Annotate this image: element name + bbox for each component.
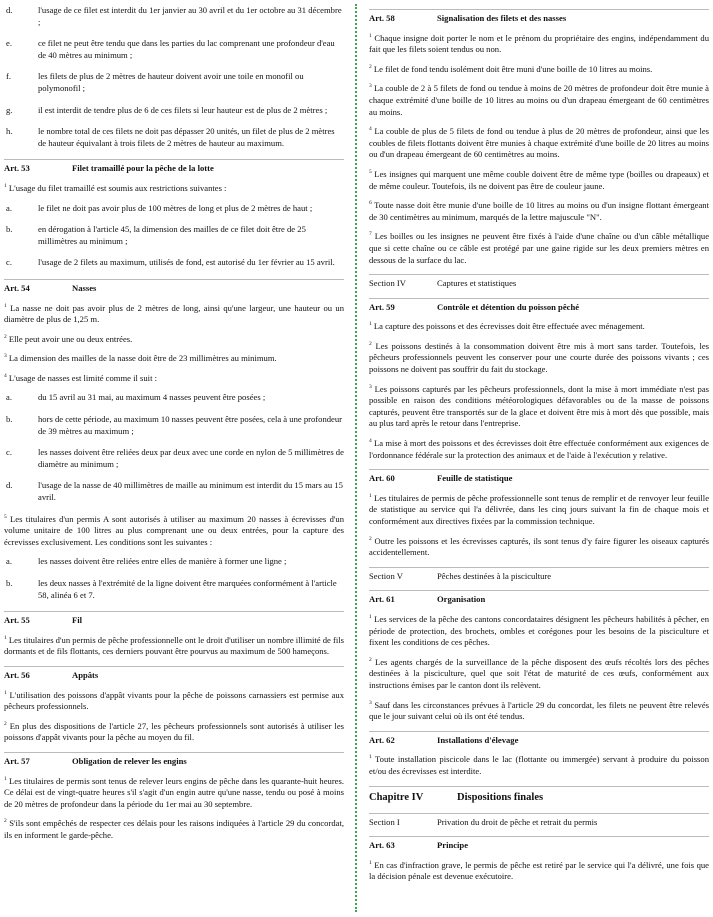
- paragraph-text: Le filet de fond tendu isolément doit être muni d'une boille de 10 litres au moins.: [373, 63, 653, 74]
- item-text: les filets de plus de 2 mètres de hauteur doivent avoir une toile en monofil ou polymonofil ;: [38, 71, 304, 93]
- section-heading: [369, 274, 709, 290]
- heading-title: Filet tramaillé pour la pêche de la lotte: [72, 163, 214, 174]
- paragraph: [369, 384, 709, 430]
- item-text: en dérogation à l'article 45, la dimension des mailles de ce filet doit être de 25 millimètres au minimum ;: [38, 224, 306, 246]
- paragraph: [4, 721, 344, 744]
- list-item: [4, 126, 344, 149]
- paragraph-text: La dimension des mailles de la nasse doit être de 23 millimètres au minimum.: [8, 353, 277, 364]
- paragraph-number: 1: [369, 321, 372, 328]
- heading-title: Contrôle et détention du poisson pêché: [437, 301, 580, 312]
- paragraph-text: Toute nasse doit être munie d'une boille de 10 litres au moins ou d'un insigne flottant émergeant de 30 centimètres au minimum, marqués de la lettre majuscule "N".: [369, 200, 709, 222]
- list-item: [4, 414, 344, 437]
- heading-number: Art. 59: [369, 301, 395, 312]
- heading-title: Organisation: [437, 594, 486, 605]
- paragraph: [369, 231, 709, 266]
- paragraph-text: En plus des dispositions de l'article 27, les pêcheurs professionnels sont autorisés à utiliser les poissons d'appât vivants pour la pêche au moyen du fil.: [4, 720, 344, 743]
- paragraph-number: 4: [369, 126, 372, 133]
- paragraph-text: Les insignes qui marquent une même couble doivent être de même type (boilles ou drapeaux) et de même couleur. Toutefois, ils ne doivent pas être de couleur jaune.: [369, 168, 709, 191]
- list-item: [4, 257, 344, 269]
- paragraph-number: 5: [369, 169, 372, 176]
- heading-title: Installations d'élevage: [437, 734, 519, 745]
- item-text: les deux nasses à l'extrémité de la ligne doivent être marquées conformément à l'article 58, alinéa 6 et 7.: [38, 578, 337, 600]
- item-letter: a.: [6, 556, 12, 567]
- item-letter: d.: [6, 480, 13, 491]
- section-heading: [369, 567, 709, 583]
- paragraph-number: 1: [369, 32, 372, 39]
- left-column: [4, 5, 344, 850]
- right-column: [369, 5, 709, 891]
- item-letter: b.: [6, 224, 13, 235]
- paragraph: [4, 373, 344, 385]
- item-text: le filet ne doit pas avoir plus de 100 mètres de long et plus de 2 mètres de haut ;: [38, 202, 313, 213]
- heading-number: Art. 53: [4, 163, 30, 174]
- article-heading: [369, 836, 709, 852]
- paragraph-text: Chaque insigne doit porter le nom et le prénom du propriétaire des engins, indépendamment du fait que les filets soient tendus ou non.: [369, 32, 710, 55]
- paragraph-number: 1: [4, 183, 7, 190]
- paragraph-number: 3: [369, 83, 372, 90]
- paragraph: [4, 334, 344, 346]
- article-heading: [4, 666, 344, 682]
- paragraph-text: La nasse ne doit pas avoir plus de 2 mètres de long, ainsi qu'une largeur, une hauteur ou un diamètre de plus de 1,25 m.: [4, 302, 344, 325]
- paragraph-text: La couble de 2 à 5 filets de fond ou tendue à moins de 20 mètres de profondeur doit être munie à chaque extrémité d'une boille de 10 litres au moins ou d'un drapeau émergeant de 60 centimètres au moins.: [369, 83, 709, 117]
- item-text: du 15 avril au 31 mai, au maximum 4 nasses peuvent être posées ;: [38, 392, 266, 403]
- paragraph: [369, 64, 709, 76]
- paragraph-number: 1: [369, 492, 372, 499]
- heading-title: Obligation de relever les engins: [72, 755, 187, 766]
- chapter-heading: [369, 786, 709, 805]
- paragraph-text: Les services de la pêche des cantons concordataires désignent les pêcheurs habilités à pêcher, en période de protection, des brochets, ombles et corégones pour les besoins de la pisciculture et fixent les conditions de ces pêches.: [369, 613, 709, 648]
- paragraph-text: Les poissons destinés à la consommation doivent être mis à mort sans tarder. Toutefois, les pêcheurs professionnels peuvent les conserver pour une courte durée des poissons vivants ; ces poissons ne doivent pas souffrir du fait du stockage.: [369, 340, 709, 375]
- heading-title: Privation du droit de pêche et retrait du permis: [437, 816, 598, 827]
- paragraph-number: 2: [369, 63, 372, 70]
- item-text: hors de cette période, au maximum 10 nasses peuvent être posées, cela à une profondeur de 39 mètres au maximum ;: [38, 414, 343, 436]
- paragraph-text: La couble de plus de 5 filets de fond ou tendue à plus de 20 mètres de profondeur, ainsi que les coubles de filets flottants doivent être munies à chaque extrémité d'une boille de 20 litres au moins ou d'un drapeau émergeant de 60 centimètres au moins.: [369, 126, 709, 160]
- paragraph-number: 3: [369, 699, 372, 706]
- paragraph-text: Les titulaires d'un permis A sont autorisés à utiliser au maximum 20 nasses à écrevisses d'un volume unitaire de 100 litres au plus comprenant une ou deux entrées, pour la capture des écrevisses exclusivement. Les conditions sont les suivantes :: [4, 513, 345, 547]
- heading-number: Art. 60: [369, 473, 395, 484]
- article-heading: [4, 752, 344, 768]
- paragraph: [4, 183, 344, 195]
- paragraph-number: 2: [369, 341, 372, 348]
- paragraph: [369, 860, 709, 883]
- paragraph: [369, 200, 709, 223]
- item-text: les nasses doivent être reliées entre elles de manière à former une ligne ;: [38, 556, 287, 567]
- heading-title: Feuille de statistique: [437, 473, 513, 484]
- item-letter: c.: [6, 257, 12, 268]
- item-letter: g.: [6, 104, 13, 115]
- list-item: [4, 224, 344, 247]
- paragraph: [4, 353, 344, 365]
- paragraph-number: 3: [369, 383, 372, 390]
- heading-title: Dispositions finales: [457, 791, 544, 803]
- heading-number: Art. 56: [4, 669, 30, 680]
- paragraph: [4, 818, 344, 841]
- item-text: les nasses doivent être reliées deux par deux avec une corde en nylon de 5 millimètres de diamètre au minimum ;: [38, 447, 344, 469]
- heading-number: Art. 57: [4, 755, 30, 766]
- heading-number: Art. 55: [4, 615, 30, 626]
- heading-number: Art. 54: [4, 282, 30, 293]
- item-letter: c.: [6, 447, 12, 458]
- paragraph-number: 7: [369, 231, 372, 238]
- paragraph: [369, 341, 709, 376]
- heading-number: Art. 63: [369, 840, 395, 851]
- paragraph-number: 2: [4, 818, 7, 825]
- item-letter: b.: [6, 414, 13, 425]
- paragraph-text: Les poissons capturés par les pêcheurs professionnels, dont la mise à mort immédiate n'est pas possible en raison des conditions météorologiques défavorables ou de la masse de poissons capturés, peuvent être transportés sur de la glace et doivent être mis à mort dès que possible, mais au plus tard après le retour dans l'entreprise.: [369, 383, 709, 429]
- item-letter: a.: [6, 202, 12, 213]
- heading-title: Pêches destinées à la pisciculture: [437, 570, 552, 581]
- paragraph: [4, 635, 344, 658]
- paragraph-number: 1: [4, 775, 7, 782]
- paragraph: [369, 321, 709, 333]
- heading-number: Art. 61: [369, 594, 395, 605]
- paragraph: [369, 438, 709, 461]
- list-item: [4, 392, 344, 404]
- paragraph: [369, 536, 709, 559]
- paragraph-text: La mise à mort des poissons et des écrevisses doit être effectuée conformément aux exigences de l'ordonnance fédérale sur la protection des animaux et de l'aide à l'exécution y relative.: [369, 438, 709, 460]
- item-text: l'usage de la nasse de 40 millimètres de maille au minimum est interdit du 15 mars au 15 avril.: [38, 480, 343, 503]
- heading-title: Signalisation des filets et des nasses: [437, 13, 567, 23]
- item-text: l'usage de ce filet est interdit du 1er janvier au 30 avril et du 1er octobre au 31 décembre ;: [38, 5, 342, 27]
- paragraph: [4, 690, 344, 713]
- paragraph: [369, 493, 709, 528]
- item-text: l'usage de 2 filets au maximum, utilisés de fond, est autorisé du 1er février au 15 avril.: [38, 257, 335, 268]
- article-heading: [369, 590, 709, 606]
- list-item: [4, 38, 344, 61]
- paragraph-text: La capture des poissons et des écrevisses doit être effectuée avec ménagement.: [373, 321, 645, 332]
- paragraph-text: Les titulaires de permis sont tenus de relever leurs engins de pêche dans les quarante-huit heures. Ce délai est de vingt-quatre heures s'il s'agit d'un engin autre qu'une nasse, tendu ou posé à moins de 20 mètres de profondeur dans la période du 1er mai au 30 septembre.: [4, 775, 344, 809]
- paragraph-number: 1: [4, 634, 7, 641]
- paragraph-number: 2: [4, 333, 7, 340]
- paragraph-text: S'ils sont empêchés de respecter ces délais pour les raisons indiquées à l'article 29 du concordat, ils en informent le garde-pêche.: [4, 818, 344, 840]
- paragraph-number: 2: [4, 720, 7, 727]
- paragraph-number: 2: [369, 656, 372, 663]
- article-heading: [369, 9, 709, 25]
- paragraph-text: L'usage du filet tramaillé est soumis aux restrictions suivantes :: [8, 182, 227, 193]
- heading-number: Section IV: [369, 278, 406, 289]
- article-heading: [369, 731, 709, 747]
- paragraph-number: 1: [4, 689, 7, 696]
- paragraph: [369, 614, 709, 649]
- paragraph-number: 4: [4, 373, 7, 380]
- list-item: [4, 447, 344, 470]
- paragraph-number: 1: [4, 302, 7, 309]
- paragraph: [369, 657, 709, 692]
- article-heading: [4, 279, 344, 295]
- paragraph-number: 6: [369, 200, 372, 207]
- item-letter: a.: [6, 392, 12, 403]
- paragraph-text: Sauf dans les circonstances prévues à l'article 29 du concordat, les filets ne peuvent être relevés que le jour suivant celui où ils ont été tendus.: [369, 699, 709, 722]
- list-item: [4, 203, 344, 215]
- paragraph-text: Les boilles ou les insignes ne peuvent être fixés à l'aide d'une chaîne ou d'un câble métallique que si cette chaîne ou ce câble est protégé par une gaine rigide sur les deux premiers mètres en dessous de la surface du lac.: [369, 231, 710, 265]
- heading-number: Section V: [369, 570, 403, 581]
- heading-title: Fil: [72, 615, 83, 626]
- section-heading: [369, 813, 709, 829]
- paragraph-number: 5: [4, 513, 7, 520]
- list-item: [4, 578, 344, 601]
- article-heading: [369, 469, 709, 485]
- heading-number: Art. 58: [369, 13, 395, 23]
- list-item: [4, 71, 344, 94]
- paragraph-number: 3: [4, 353, 7, 360]
- paragraph-number: 4: [369, 438, 372, 445]
- paragraph-text: Toute installation piscicole dans le lac (flottante ou immergée) servant à produire du poisson et/ou des écrevisses est interdite.: [369, 754, 709, 776]
- article-heading: [4, 611, 344, 627]
- article-heading: [369, 298, 709, 314]
- paragraph: [369, 754, 709, 777]
- paragraph-text: Les titulaires d'un permis de pêche professionnelle ont le droit d'utiliser un nombre illimité de fils dormants et de fils flottants, ces derniers pouvant être pourvus au maximum de 500 hameçons.: [4, 634, 344, 657]
- item-text: le nombre total de ces filets ne doit pas dépasser 20 unités, un filet de plus de 2 mètres de hauteur équivalant à trois filets de 2 mètres de hauteur au maximum.: [38, 126, 335, 148]
- paragraph: [4, 303, 344, 326]
- paragraph-text: Outre les poissons et les écrevisses capturés, ils sont tenus d'y faire figurer les oiseaux capturés accidentellement.: [369, 535, 709, 558]
- list-item: [4, 105, 344, 117]
- list-item: [4, 5, 344, 28]
- item-letter: d.: [6, 5, 13, 15]
- list-item: [4, 480, 344, 503]
- item-letter: h.: [6, 126, 13, 137]
- paragraph-text: Les titulaires de permis de pêche professionnelle sont tenus de remplir et de renvoyer leur feuille de statistique au service qui l'a délivrée, dans les cinq jours suivant la fin de chaque mois et conformément aux directives fixées par la commission technique.: [369, 492, 710, 526]
- heading-title: Nasses: [72, 282, 97, 293]
- paragraph: [369, 126, 709, 161]
- heading-title: Principe: [437, 840, 469, 851]
- item-letter: e.: [6, 38, 12, 49]
- item-letter: f.: [6, 71, 12, 82]
- paragraph: [4, 776, 344, 811]
- heading-title: Appâts: [72, 669, 99, 680]
- paragraph: [369, 33, 709, 56]
- article-heading: [4, 159, 344, 175]
- paragraph: [369, 169, 709, 192]
- heading-number: Art. 62: [369, 734, 395, 745]
- heading-title: Captures et statistiques: [437, 278, 517, 289]
- list-item: [4, 556, 344, 568]
- paragraph-number: 2: [369, 535, 372, 542]
- paragraph-text: Elle peut avoir une ou deux entrées.: [8, 333, 133, 344]
- paragraph-number: 1: [369, 614, 372, 621]
- paragraph-number: 1: [369, 860, 372, 866]
- paragraph-text: Les agents chargés de la surveillance de la pêche disposent des œufs récoltés lors des pêches destinées à la pisciculture, quel que soit l'état de maturité de ces œufs, conformément aux instructions émises par le canton dont ils relèvent.: [369, 656, 710, 690]
- paragraph: [369, 700, 709, 723]
- paragraph: [369, 83, 709, 118]
- item-text: ce filet ne peut être tendu que dans les parties du lac comprenant une profondeur d'eau de 40 mètres au minimum ;: [38, 38, 335, 60]
- column-divider: [355, 4, 357, 912]
- item-text: il est interdit de tendre plus de 6 de ces filets si leur hauteur est de plus de 2 mètres ;: [38, 104, 328, 115]
- paragraph-text: L'usage de nasses est limité comme il suit :: [8, 372, 157, 383]
- heading-number: Chapitre IV: [369, 791, 424, 803]
- heading-number: Section I: [369, 816, 400, 827]
- item-letter: b.: [6, 578, 13, 588]
- paragraph-text: En cas d'infraction grave, le permis de pêche est retiré par le service qui l'a délivré, une fois que la décision pénale est devenue exécutoire.: [369, 859, 709, 882]
- paragraph: [4, 514, 344, 549]
- paragraph-number: 1: [369, 754, 372, 761]
- paragraph-text: L'utilisation des poissons d'appât vivants pour la pêche de poissons carnassiers est permise aux pêcheurs professionnels.: [4, 689, 344, 712]
